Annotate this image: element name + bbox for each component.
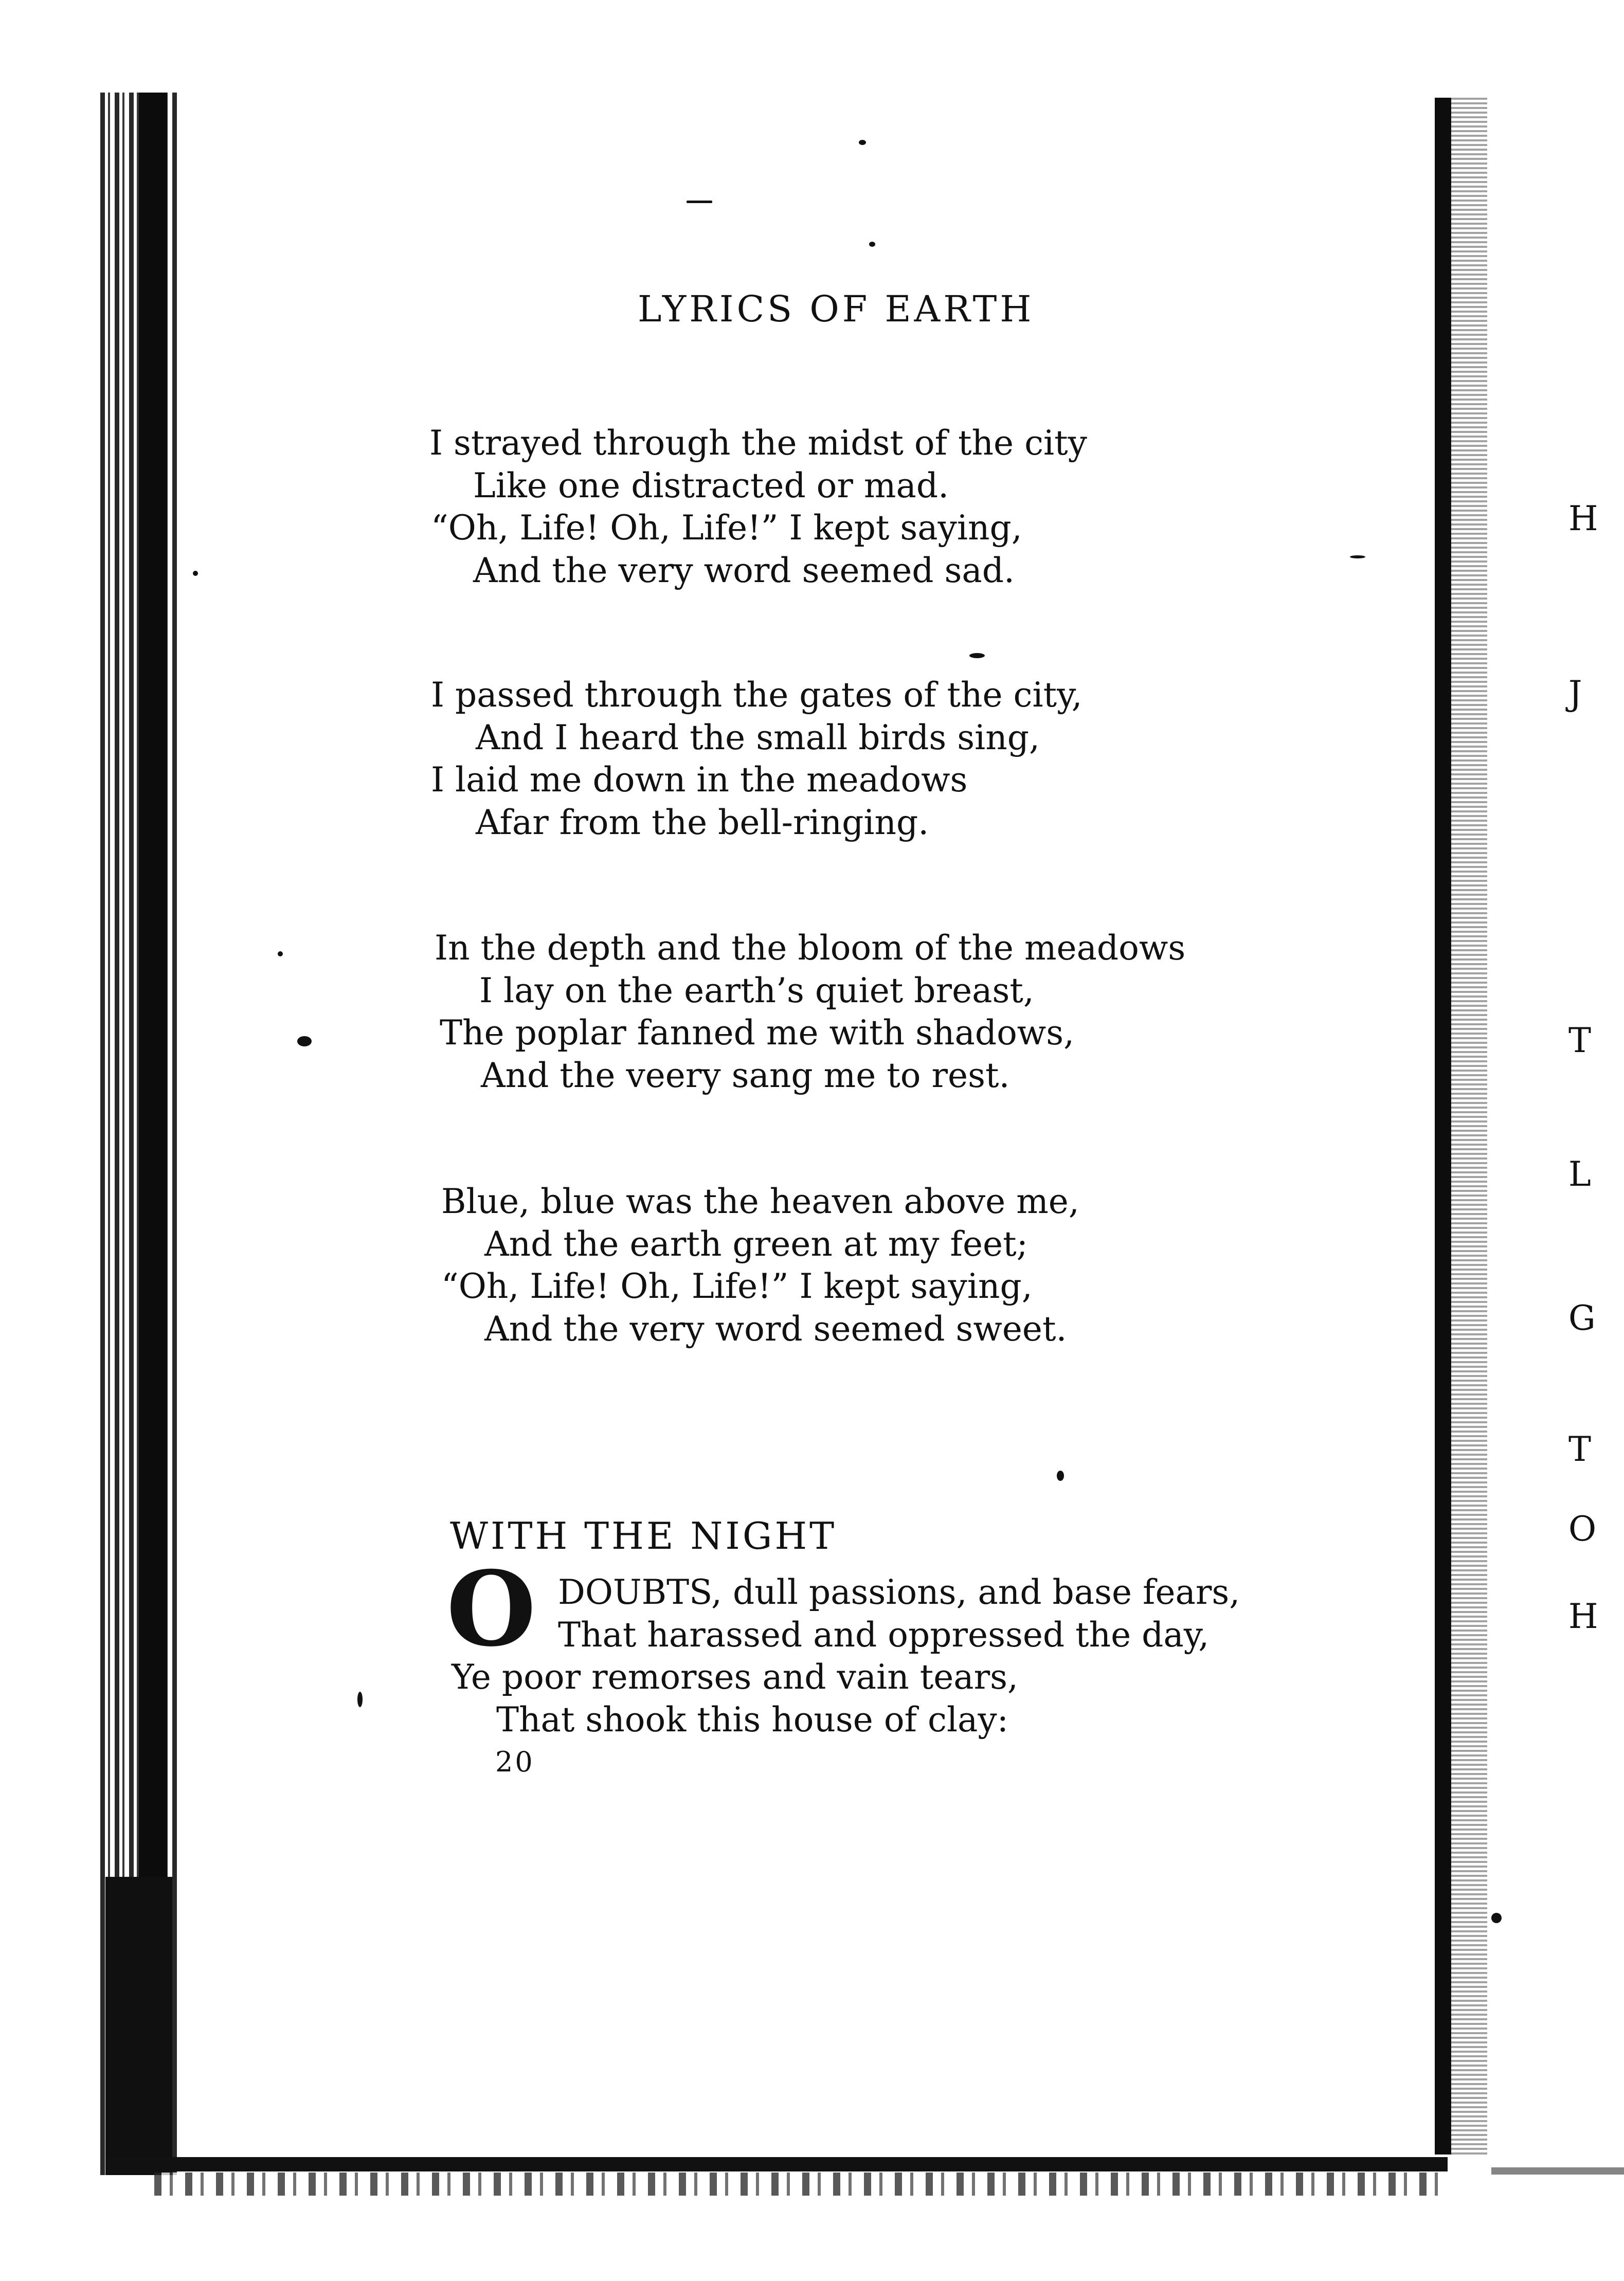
scan-speck xyxy=(859,140,866,145)
drop-cap: O xyxy=(446,1549,536,1670)
bottom-right-edge xyxy=(1491,2167,1624,2175)
bottom-page-edge xyxy=(105,2157,1448,2171)
facing-page-letter: O xyxy=(1568,1509,1597,1549)
right-page-edge xyxy=(1435,98,1451,2155)
scan-speck xyxy=(869,242,875,247)
poem-line: Like one distracted or mad. xyxy=(473,466,949,505)
scan-speck xyxy=(278,951,283,956)
poem-line: And I heard the small birds sing, xyxy=(476,718,1040,757)
scan-speck xyxy=(1350,555,1365,558)
poem-line: Ye poor remorses and vain tears, xyxy=(452,1657,1019,1697)
facing-page-letter: G xyxy=(1568,1298,1596,1338)
poem-line: I laid me down in the meadows xyxy=(431,760,968,800)
poem-line: And the veery sang me to rest. xyxy=(481,1056,1010,1095)
poem-line: That harassed and oppressed the day, xyxy=(558,1615,1210,1655)
scan-speck xyxy=(193,571,198,576)
facing-page-letter: L xyxy=(1568,1154,1591,1194)
poem-line: I strayed through the midst of the city xyxy=(429,423,1087,463)
poem-line: “Oh, Life! Oh, Life!” I kept saying, xyxy=(441,1266,1033,1306)
right-page-fringe xyxy=(1451,98,1487,2155)
page-number: 20 xyxy=(495,1746,535,1778)
scan-speck xyxy=(1491,1913,1502,1923)
poem-line: In the depth and the bloom of the meadows xyxy=(435,928,1186,968)
poem-line: And the earth green at my feet; xyxy=(484,1224,1028,1264)
poem-line: Blue, blue was the heaven above me, xyxy=(441,1182,1079,1221)
scan-speck xyxy=(687,201,712,203)
poem-line: DOUBTS, dull passions, and base fears, xyxy=(558,1572,1240,1612)
facing-page-letter: H xyxy=(1568,499,1598,538)
scan-speck xyxy=(357,1692,363,1707)
poem-line: That shook this house of clay: xyxy=(496,1700,1008,1740)
facing-page-letter: J xyxy=(1568,674,1582,713)
scan-speck xyxy=(1057,1471,1064,1481)
facing-page-letter: T xyxy=(1568,1021,1592,1060)
poem-line: I passed through the gates of the city, xyxy=(431,675,1082,715)
left-binding-shadow xyxy=(139,93,167,2175)
left-corner-shadow xyxy=(105,1877,172,2175)
running-head: LYRICS OF EARTH xyxy=(638,288,1035,330)
poem-line: The poplar fanned me with shadows, xyxy=(440,1013,1075,1053)
poem-line: “Oh, Life! Oh, Life!” I kept saying, xyxy=(431,508,1022,548)
section-heading: WITH THE NIGHT xyxy=(450,1514,837,1558)
scan-speck xyxy=(297,1036,312,1046)
bottom-page-fringe xyxy=(154,2173,1440,2196)
facing-page-letter: H xyxy=(1568,1597,1598,1636)
poem-line: And the very word seemed sad. xyxy=(473,551,1015,590)
facing-page-letter: T xyxy=(1568,1429,1592,1469)
poem-line: I lay on the earth’s quiet breast, xyxy=(479,971,1034,1010)
scan-speck xyxy=(969,653,985,658)
poem-line: Afar from the bell-ringing. xyxy=(476,803,929,842)
poem-line: And the very word seemed sweet. xyxy=(484,1309,1067,1349)
